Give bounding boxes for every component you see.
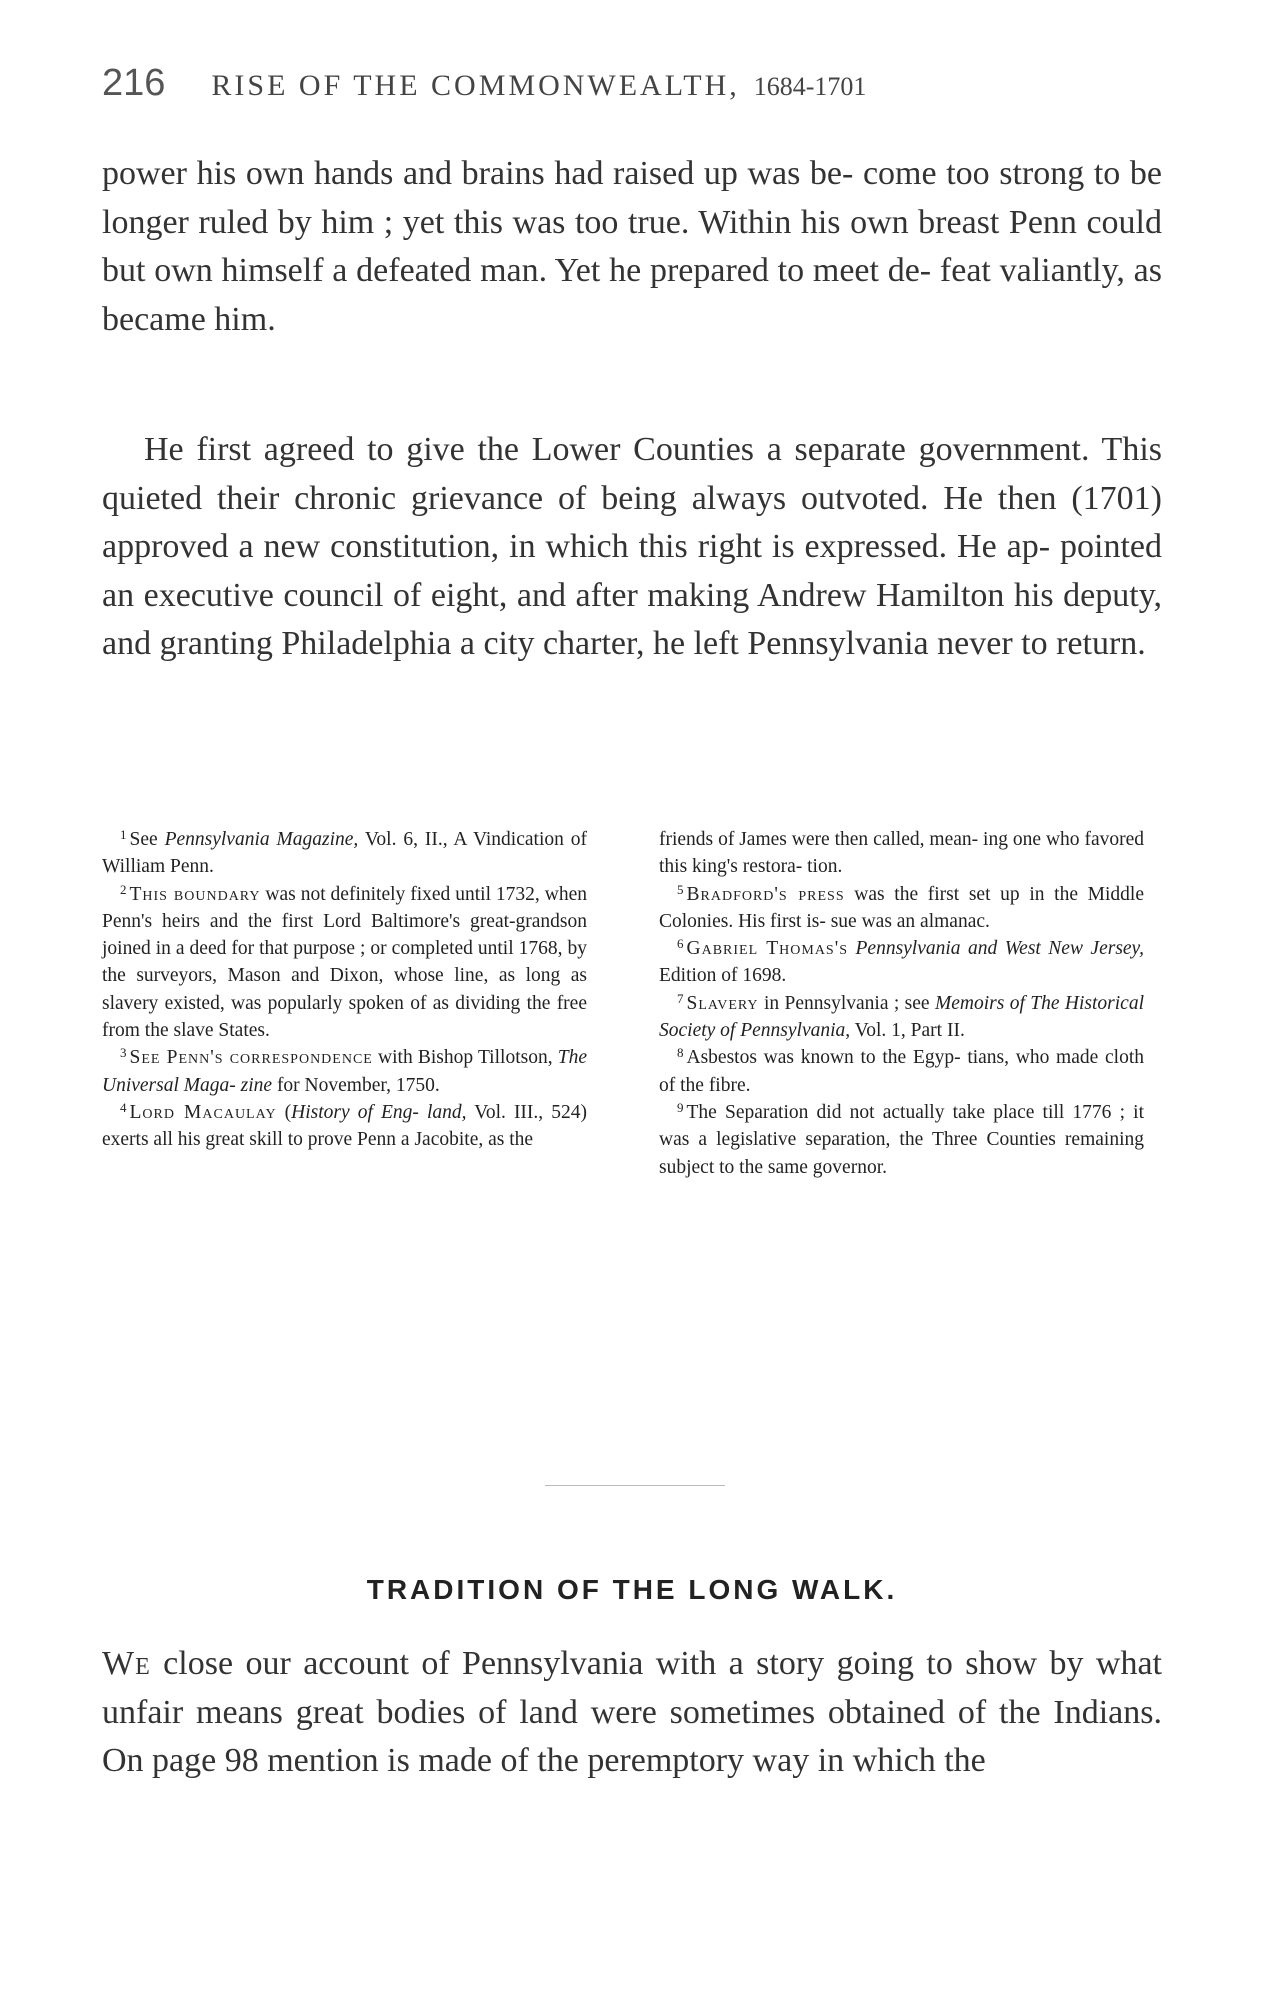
section-dropword: We	[102, 1645, 151, 1682]
section-divider	[545, 1485, 725, 1486]
footnote-mark: 3	[120, 1045, 127, 1061]
footnote-3	[102, 1044, 587, 1099]
footnote-text: was the first set up in the Middle Colonies. His first is- sue was an almanac.	[659, 883, 1144, 932]
footnote-text: The Separation did not actually take place till 1776 ; it was a legislative separation, the Three Counties remaining subject to the same governor.	[659, 1101, 1144, 1178]
footnote-text: for November, 1750.	[272, 1074, 440, 1096]
footnote-lead: Slavery	[686, 992, 759, 1014]
footnote-9	[659, 1099, 1144, 1181]
footnote-5	[659, 881, 1144, 936]
footnote-lead: This boundary	[129, 883, 261, 905]
footnote-lead: Bradford's press	[686, 883, 845, 905]
section-paragraph	[102, 1640, 1162, 1786]
footnote-mark: 1	[120, 827, 127, 842]
body-paragraph-2: He first agreed to give the Lower Counties a separate government. This quieted their chronic grievance of being always outvoted. He then (1701) approved a new constitution, in which this right is expressed. He ap- pointed an executive council of eight, and after making Andrew Hamilton his deputy, and granting Philadelphia a city charter, he left Pennsylvania never to return.	[102, 431, 1162, 662]
footnotes-right-column	[659, 826, 1144, 1181]
running-title: RISE OF THE COMMONWEALTH,	[211, 69, 740, 102]
footnote-6	[659, 935, 1144, 990]
footnote-2	[102, 881, 587, 1045]
footnote-title: Memoirs of The Historical Society of Pennsylvania,	[659, 992, 1144, 1042]
running-head	[102, 62, 1162, 112]
footnote-7	[659, 990, 1144, 1045]
page-number: 216	[102, 62, 166, 104]
footnote-mark: 4	[120, 1099, 127, 1115]
section-heading: TRADITION OF THE LONG WALK.	[366, 1574, 898, 1605]
footnote-lead: Lord Macaulay	[129, 1101, 277, 1123]
footnote-title: Pennsylvania Magazine,	[164, 829, 359, 850]
footnote-4-continued: friends of James were then called, mean- ing one who favored this king's restora- tion.	[659, 829, 1144, 878]
footnote-text: Vol. 1, Part II.	[850, 1020, 965, 1042]
footnote-text: Vol. III., 524) exerts all his great skill to prove Penn a Jacobite, as the	[102, 1101, 588, 1151]
footnote-mark: 5	[677, 881, 684, 897]
footnote-text: in Pennsylvania ; see	[758, 992, 935, 1014]
footnote-title: History of Eng- land,	[291, 1101, 467, 1123]
body-paragraph-1: power his own hands and brains had raised up was be- come too strong to be longer ruled by him ; yet this was too true. Within his own breast Penn could but own himself a defeated man. Yet he prepared to meet de- feat valiantly, as became him.	[102, 155, 1162, 338]
footnote-title: Pennsylvania and West New Jersey,	[855, 938, 1145, 960]
footnote-text: was not definitely fixed until 1732, when Penn's heirs and the first Lord Baltimore's great-grandson joined in a deed for that purpose ; or completed until 1768, by the surveyors, Mason and Dixon, whose line, as long as slavery existed, was popularly spoken of as dividing the free from the slave States.	[102, 883, 587, 1042]
footnote-text: Edition of 1698.	[659, 965, 787, 987]
footnote-4	[102, 1099, 587, 1154]
footnote-text: Vol. 6, II., A Vindication of William Penn.	[102, 829, 587, 878]
footnote-text: with Bishop Tillotson,	[372, 1047, 558, 1069]
footnote-mark: 8	[677, 1045, 684, 1061]
running-years: 1684-1701	[753, 72, 867, 101]
footnote-lead: Gabriel Thomas's	[686, 938, 849, 960]
footnote-text: (	[276, 1101, 292, 1123]
footnote-text: Asbestos was known to the Egyp- tians, who made cloth of the fibre.	[659, 1047, 1144, 1096]
footnote-mark: 9	[677, 1099, 684, 1115]
footnote-1	[102, 826, 587, 881]
footnote-title: The Universal Maga- zine	[102, 1047, 587, 1096]
section-paragraph-text: close our account of Pennsylvania with a story going to show by what unfair means great bodies of land were sometimes obtained of the Indians. On page 98 mention is made of the peremptory way in which the	[102, 1645, 1162, 1779]
footnote-text: See	[129, 829, 165, 850]
footnote-mark: 7	[677, 990, 684, 1006]
footnote-lead: See Penn's correspondence	[129, 1047, 373, 1069]
footnote-8	[659, 1044, 1144, 1099]
footnotes-left-column	[102, 826, 587, 1154]
footnote-mark: 2	[120, 881, 127, 897]
footnote-mark: 6	[677, 936, 684, 952]
